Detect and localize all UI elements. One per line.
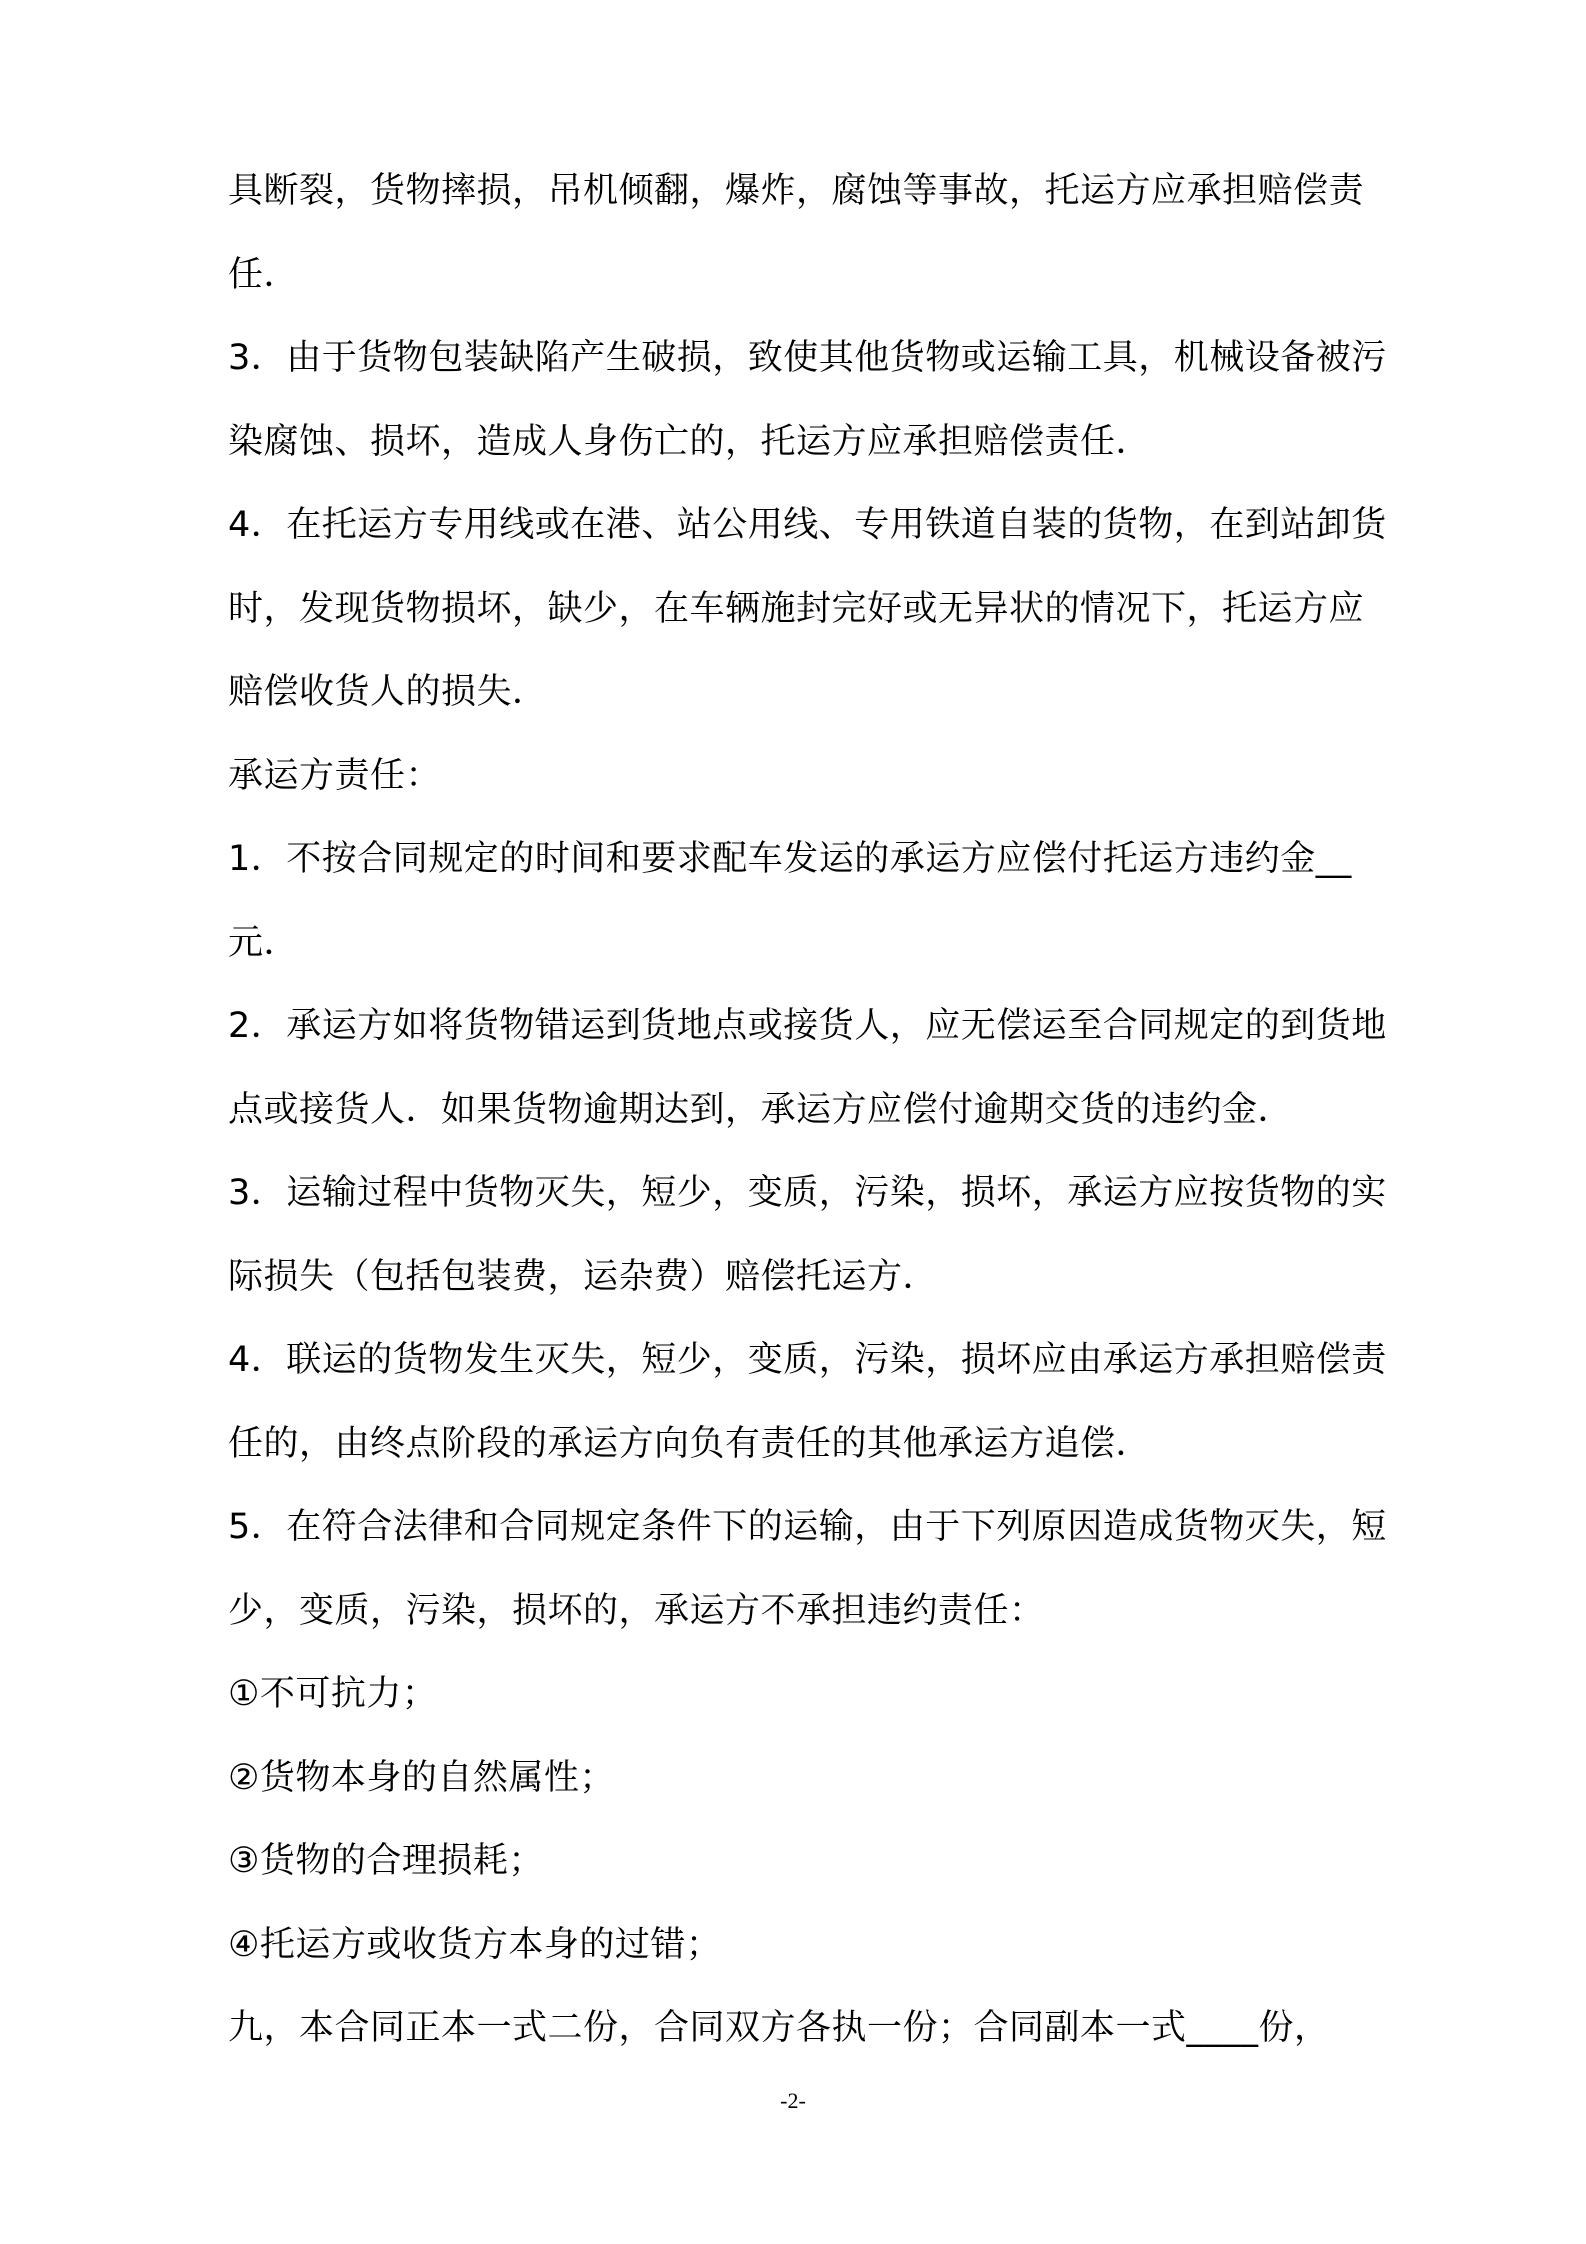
text-line: 九，本合同正本一式二份，合同双方各执一份；合同副本一式____份， bbox=[228, 2008, 1330, 2048]
text-line: 元． bbox=[228, 922, 300, 963]
text-line: 1．不按合同规定的时间和要求配车发运的承运方应偿付托运方违约金__ bbox=[228, 839, 1352, 879]
text-line: 任的，由终点阶段的承运方向负有责任的其他承运方追偿． bbox=[228, 1423, 1152, 1464]
text-line: 4．在托运方专用线或在港、站公用线、专用铁道自装的货物，在到站卸货 bbox=[228, 505, 1387, 545]
list-item: ①不可抗力； bbox=[228, 1674, 438, 1714]
text-line: 5．在符合法律和合同规定条件下的运输，由于下列原因造成货物灭失，短 bbox=[228, 1507, 1387, 1547]
text-line: 点或接货人．如果货物逾期达到，承运方应偿付逾期交货的违约金． bbox=[228, 1089, 1294, 1130]
text-line: 赔偿收货人的损失． bbox=[228, 672, 548, 712]
list-item: ④托运方或收货方本身的过错； bbox=[228, 1924, 722, 1965]
text-line: 少，变质，污染，损坏的，承运方不承担违约责任： bbox=[228, 1590, 1045, 1631]
text-line: 3．由于货物包装缺陷产生破损，致使其他货物或运输工具，机械设备被污 bbox=[228, 338, 1387, 378]
text-line: 具断裂，货物摔损，吊机倾翻，爆炸，腐蚀等事故，托运方应承担赔偿责 bbox=[228, 171, 1365, 211]
list-item: ③货物的合理损耗； bbox=[228, 1841, 544, 1881]
text-line: 际损失（包括包装费，运杂费）赔偿托运方． bbox=[228, 1256, 939, 1297]
text-line: 3．运输过程中货物灭失，短少，变质，污染，损坏，承运方应按货物的实 bbox=[228, 1173, 1387, 1213]
text-line: 4．联运的货物发生灭失，短少，变质，污染，损坏应由承运方承担赔偿责 bbox=[228, 1340, 1387, 1380]
text-line: 2．承运方如将货物错运到货地点或接货人，应无偿运至合同规定的到货地 bbox=[228, 1006, 1387, 1046]
page-number: -2- bbox=[780, 2088, 806, 2113]
section-heading: 承运方责任： bbox=[228, 755, 442, 796]
document-body bbox=[228, 150, 1468, 2071]
text-line: 时，发现货物损坏，缺少，在车辆施封完好或无异状的情况下，托运方应 bbox=[228, 588, 1365, 629]
list-item: ②货物本身的自然属性； bbox=[228, 1757, 615, 1798]
text-line: 任． bbox=[228, 254, 300, 295]
text-line: 染腐蚀、损坏，造成人身伤亡的，托运方应承担赔偿责任． bbox=[228, 421, 1152, 462]
